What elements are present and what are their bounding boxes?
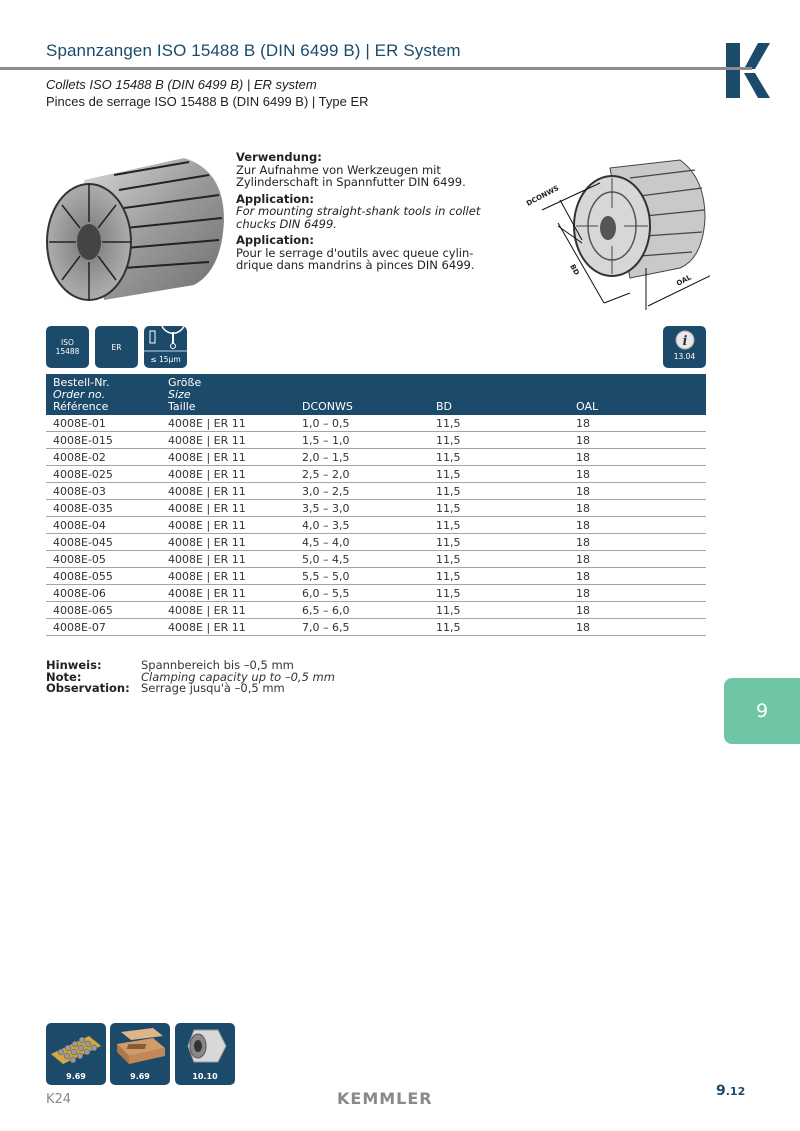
table-row: [46, 585, 706, 602]
iso-badge-line1: ISO: [61, 338, 74, 347]
note-label-en: Note:: [46, 669, 82, 684]
cell-size: 4008E | ER 11: [161, 500, 295, 517]
cell-ref: 4008E-02: [46, 449, 161, 466]
cell-size: 4008E | ER 11: [161, 602, 295, 619]
related-product-clamping-nut[interactable]: [175, 1023, 235, 1085]
collet-rack-icon: [49, 1026, 103, 1066]
drawing-label-bd: BD: [568, 263, 581, 277]
cell-size: 4008E | ER 11: [161, 432, 295, 449]
thumb-label: 9.69: [130, 1072, 150, 1081]
table-row: [46, 466, 706, 483]
subtitle-english: Collets ISO 15488 B (DIN 6499 B) | ER system: [46, 77, 317, 92]
cell-oal: 18: [569, 432, 706, 449]
table-row: [46, 551, 706, 568]
usage-text-fr: Pour le serrage d'outils avec queue cylin-drique dans mandrins à pinces DIN 6499.: [236, 245, 475, 272]
cell-size: 4008E | ER 11: [161, 619, 295, 636]
cell-ref: 4008E-01: [46, 415, 161, 432]
page-major: 9: [716, 1083, 726, 1099]
cell-oal: 18: [569, 449, 706, 466]
cell-dconws: 2,0 – 1,5: [295, 449, 429, 466]
header-size-de: Größe: [168, 376, 202, 389]
cell-bd: 11,5: [429, 517, 569, 534]
cell-oal: 18: [569, 534, 706, 551]
thumb-label: 9.69: [66, 1072, 86, 1081]
cell-dconws: 6,5 – 6,0: [295, 602, 429, 619]
cell-ref: 4008E-04: [46, 517, 161, 534]
cell-ref: 4008E-035: [46, 500, 161, 517]
cell-ref: 4008E-015: [46, 432, 161, 449]
info-reference-label: 13.04: [673, 352, 696, 361]
table-row: [46, 517, 706, 534]
header-order-de: Bestell-Nr.: [53, 376, 110, 389]
note-text-en: Clamping capacity up to –0,5 mm: [141, 669, 335, 684]
usage-heading-en: Application:: [236, 191, 314, 206]
chapter-tab[interactable]: 9: [724, 678, 800, 744]
cell-dconws: 6,0 – 5,5: [295, 585, 429, 602]
drawing-label-dconws: DCONWS: [525, 184, 561, 208]
usage-heading-fr: Application:: [236, 233, 314, 247]
table-row: [46, 449, 706, 466]
note-label-de: Hinweis:: [46, 658, 102, 672]
info-reference-badge[interactable]: [663, 326, 706, 368]
cell-size: 4008E | ER 11: [161, 466, 295, 483]
table-header-row: [46, 374, 706, 415]
thumb-label: 10.10: [192, 1072, 218, 1081]
collet-box-icon: [113, 1026, 167, 1066]
cell-size: 4008E | ER 11: [161, 415, 295, 432]
related-product-collet-box[interactable]: [110, 1023, 170, 1085]
cell-size: 4008E | ER 11: [161, 551, 295, 568]
cell-oal: 18: [569, 602, 706, 619]
cell-bd: 11,5: [429, 415, 569, 432]
brand-wordmark: KEMMLER: [337, 1089, 433, 1108]
clamping-nut-icon: [178, 1026, 232, 1066]
cell-oal: 18: [569, 415, 706, 432]
table-row: [46, 619, 706, 636]
usage-text-en: For mounting straight-shank tools in collet chucks DIN 6499.: [236, 204, 481, 231]
cell-dconws: 1,0 – 0,5: [295, 415, 429, 432]
cell-bd: 11,5: [429, 568, 569, 585]
cell-ref: 4008E-03: [46, 483, 161, 500]
usage-heading-de: Verwendung:: [236, 150, 322, 164]
product-table: [46, 374, 706, 636]
header-order-en: Order no.: [53, 388, 106, 401]
usage-description: [236, 151, 496, 276]
header-divider: [0, 67, 735, 70]
cell-bd: 11,5: [429, 466, 569, 483]
col-bd: BD: [429, 374, 569, 415]
cell-dconws: 3,0 – 2,5: [295, 483, 429, 500]
col-order-no: [46, 374, 161, 415]
cell-size: 4008E | ER 11: [161, 568, 295, 585]
svg-text:i: i: [682, 334, 687, 349]
cell-bd: 11,5: [429, 534, 569, 551]
header-order-fr: Référence: [53, 400, 109, 413]
cell-dconws: 5,5 – 5,0: [295, 568, 429, 585]
usage-text-de: Zur Aufnahme von Werkzeugen mit Zylinderschaft in Spannfutter DIN 6499.: [236, 162, 466, 189]
cell-oal: 18: [569, 500, 706, 517]
note-text-fr: Serrage jusqu'à –0,5 mm: [141, 681, 285, 695]
header-size-en: Size: [168, 388, 191, 401]
cell-oal: 18: [569, 483, 706, 500]
cell-oal: 18: [569, 466, 706, 483]
table-row: [46, 534, 706, 551]
cell-bd: 11,5: [429, 585, 569, 602]
table-row: [46, 568, 706, 585]
er-type-badge: [95, 326, 138, 368]
cell-ref: 4008E-07: [46, 619, 161, 636]
iso-15488-badge: [46, 326, 89, 368]
page-number: [716, 1083, 745, 1099]
cell-ref: 4008E-045: [46, 534, 161, 551]
cell-bd: 11,5: [429, 602, 569, 619]
cell-oal: 18: [569, 551, 706, 568]
iso-badge-line2: 15488: [55, 347, 80, 356]
cell-dconws: 2,5 – 2,0: [295, 466, 429, 483]
cell-dconws: 3,5 – 3,0: [295, 500, 429, 517]
cell-ref: 4008E-055: [46, 568, 161, 585]
catalog-code: K24: [46, 1092, 72, 1107]
cell-size: 4008E | ER 11: [161, 534, 295, 551]
cell-bd: 11,5: [429, 500, 569, 517]
table-row: [46, 483, 706, 500]
er-badge-label: ER: [111, 342, 122, 352]
cell-size: 4008E | ER 11: [161, 449, 295, 466]
info-icon: [675, 330, 695, 350]
header-size-fr: Taille: [168, 400, 196, 413]
cell-size: 4008E | ER 11: [161, 483, 295, 500]
collet-photo: [44, 150, 234, 302]
cell-bd: 11,5: [429, 432, 569, 449]
cell-size: 4008E | ER 11: [161, 517, 295, 534]
col-size: [161, 374, 295, 415]
cell-bd: 11,5: [429, 483, 569, 500]
page-minor: .12: [725, 1085, 746, 1098]
cell-oal: 18: [569, 568, 706, 585]
col-dconws: DCONWS: [295, 374, 429, 415]
table-row: [46, 500, 706, 517]
page-title: Spannzangen ISO 15488 B (DIN 6499 B) | ER System: [46, 41, 461, 60]
cell-bd: 11,5: [429, 551, 569, 568]
cell-dconws: 1,5 – 1,0: [295, 432, 429, 449]
cell-ref: 4008E-06: [46, 585, 161, 602]
note-fr: [46, 683, 335, 695]
notes-section: [46, 660, 335, 695]
cell-dconws: 5,0 – 4,5: [295, 551, 429, 568]
cell-oal: 18: [569, 619, 706, 636]
drawing-label-oal: OAL: [675, 273, 693, 288]
runout-value: ≤ 15µm: [150, 355, 181, 364]
note-label-fr: Observation:: [46, 681, 130, 695]
cell-dconws: 4,5 – 4,0: [295, 534, 429, 551]
cell-bd: 11,5: [429, 449, 569, 466]
table-row: [46, 602, 706, 619]
note-text-de: Spannbereich bis –0,5 mm: [141, 658, 294, 672]
col-oal: OAL: [569, 374, 706, 415]
cell-oal: 18: [569, 517, 706, 534]
cell-ref: 4008E-05: [46, 551, 161, 568]
related-product-collet-rack[interactable]: [46, 1023, 106, 1085]
runout-accuracy-badge: [144, 326, 187, 368]
cell-dconws: 4,0 – 3,5: [295, 517, 429, 534]
subtitle-french: Pinces de serrage ISO 15488 B (DIN 6499 B) | Type ER: [46, 94, 369, 109]
cell-bd: 11,5: [429, 619, 569, 636]
table-row: [46, 432, 706, 449]
dial-gauge-icon: [144, 326, 187, 352]
table-row: [46, 415, 706, 432]
cell-dconws: 7,0 – 6,5: [295, 619, 429, 636]
cell-ref: 4008E-065: [46, 602, 161, 619]
dimension-drawing: [520, 148, 710, 310]
cell-size: 4008E | ER 11: [161, 585, 295, 602]
cell-ref: 4008E-025: [46, 466, 161, 483]
kemmler-k-logo-icon: [722, 43, 770, 98]
cell-oal: 18: [569, 585, 706, 602]
